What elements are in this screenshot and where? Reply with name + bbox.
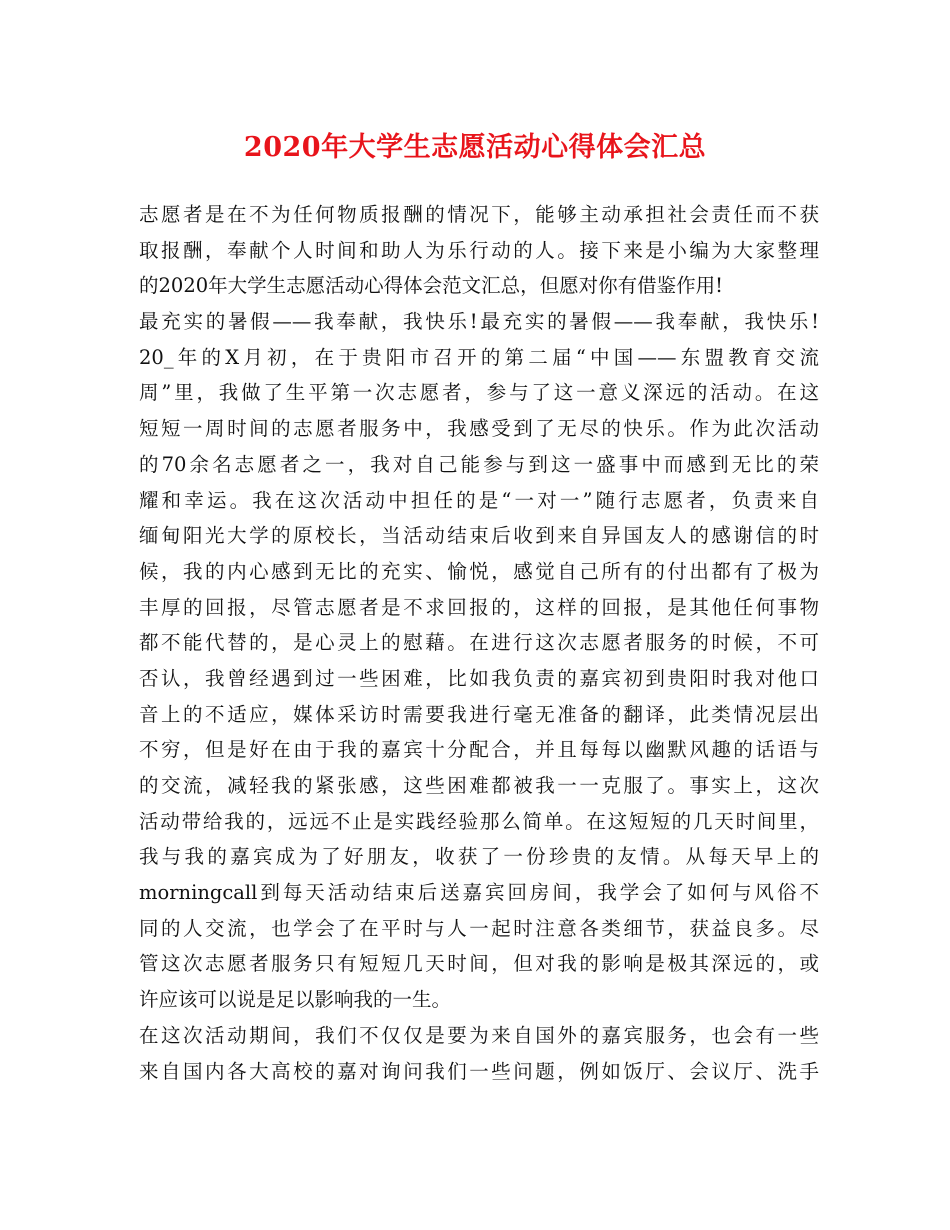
text-line: 管这次志愿者服务只有短短几天时间，但对我的影响是极其深远的，或: [139, 952, 819, 976]
document-title: 2020年大学生志愿活动心得体会汇总: [243, 132, 707, 163]
text-line: 周”里，我做了生平第一次志愿者，参与了这一意义深远的活动。在这: [139, 381, 819, 405]
text-line: 缅甸阳光大学的原校长，当活动结束后收到来自异国友人的感谢信的时: [139, 524, 819, 548]
text-line: 取报酬，奉献个人时间和助人为乐行动的人。接下来是小编为大家整理: [139, 238, 819, 262]
text-line: 许应该可以说是足以影响我的一生。: [139, 988, 452, 1012]
text-line: 的交流，减轻我的紧张感，这些困难都被我一一克服了。事实上，这次: [139, 774, 819, 797]
text-line: 不穷，但是好在由于我的嘉宾十分配合，并且每每以幽默风趣的话语与: [139, 738, 819, 762]
text-line: 在这次活动期间，我们不仅仅是要为来自国外的嘉宾服务，也会有一些: [139, 1023, 819, 1047]
text-line: 20_年的X月初，在于贵阳市召开的第二届“中国——东盟教育交流: [139, 345, 819, 369]
text-line: 丰厚的回报，尽管志愿者是不求回报的，这样的回报，是其他任何事物: [139, 595, 819, 619]
text-line: 候，我的内心感到无比的充实、愉悦，感觉自己所有的付出都有了极为: [139, 559, 819, 583]
text-line: 短短一周时间的志愿者服务中，我感受到了无尽的快乐。作为此次活动: [139, 417, 819, 441]
document-body: [139, 197, 819, 1089]
text-line: 耀和幸运。我在这次活动中担任的是“一对一”随行志愿者，负责来自: [139, 488, 819, 512]
text-line: 音上的不适应，媒体采访时需要我进行毫无准备的翻译，此类情况层出: [139, 702, 819, 726]
text-line: 来自国内各大高校的嘉对询问我们一些问题，例如饭厅、会议厅、洗手: [139, 1059, 819, 1083]
text-line: 活动带给我的，远远不止是实践经验那么简单。在这短短的几天时间里，: [139, 809, 819, 833]
text-line: 志愿者是在不为任何物质报酬的情况下，能够主动承担社会责任而不获: [139, 203, 819, 226]
text-line: 同的人交流，也学会了在平时与人一起时注意各类细节，获益良多。尽: [139, 916, 819, 940]
text-line: 的70余名志愿者之一，我对自己能参与到这一盛事中而感到无比的荣: [139, 452, 819, 476]
text-line: 否认，我曾经遇到过一些困难，比如我负责的嘉宾初到贵阳时我对他口: [139, 666, 819, 690]
text-line: 我与我的嘉宾成为了好朋友，收获了一份珍贵的友情。从每天早上的: [139, 845, 819, 869]
text-line: 最充实的暑假——我奉献，我快乐!最充实的暑假——我奉献，我快乐!: [139, 310, 819, 334]
text-line: morningcall到每天活动结束后送嘉宾回房间，我学会了如何与风俗不: [139, 881, 819, 905]
text-line: 都不能代替的，是心灵上的慰藉。在进行这次志愿者服务的时候，不可: [139, 631, 819, 655]
text-line: 的2020年大学生志愿活动心得体会范文汇总，但愿对你有借鉴作用!: [139, 274, 723, 298]
